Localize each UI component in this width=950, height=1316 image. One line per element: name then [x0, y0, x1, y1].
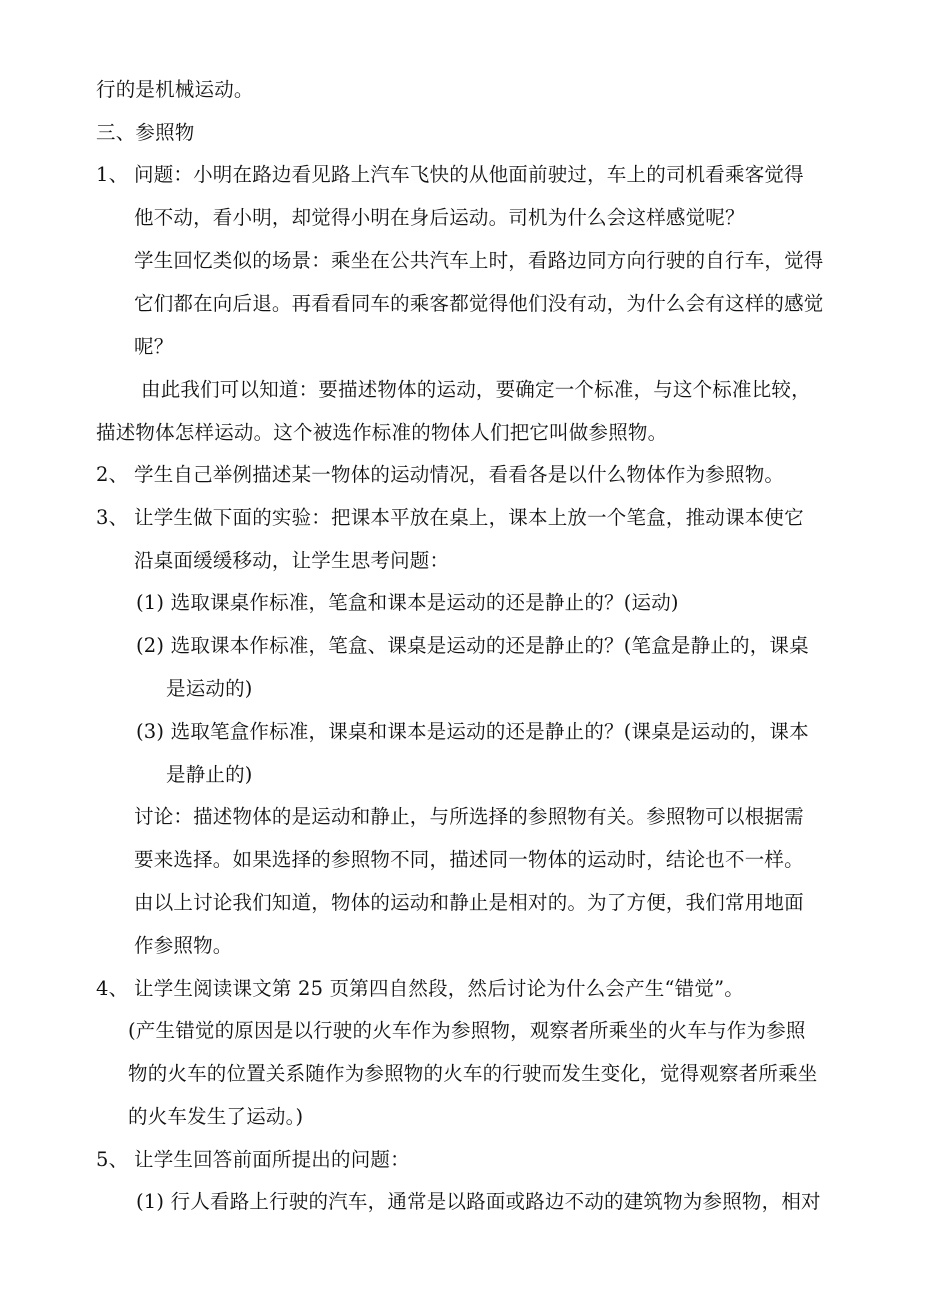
text-line: 他不动，看小明，却觉得小明在身后运动。司机为什么会这样感觉呢？ [134, 206, 745, 229]
item-number: 5、 [96, 1148, 129, 1171]
list-item-1: 1、 问题：小明在路边看见路上汽车飞快的从他面前驶过，车上的司机看乘客觉得 [96, 163, 804, 186]
text-line: 由此我们可以知道：要描述物体的运动，要确定一个标准，与这个标准比较， [141, 378, 811, 401]
sub-item: (2) 选取课本作标准，笔盒、课桌是运动的还是静止的？(笔盒是静止的，课桌 [136, 634, 809, 657]
item-number: 1、 [96, 163, 129, 186]
list-item-4: 4、 让学生阅读课文第 25 页第四自然段，然后讨论为什么会产生“错觉”。 [96, 977, 744, 1000]
text-line: 的火车发生了运动。) [128, 1105, 304, 1128]
text-line: 呢？ [134, 335, 174, 358]
list-item-5: 5、 让学生回答前面所提出的问题： [96, 1148, 410, 1171]
text-line: 学生回忆类似的场景：乘坐在公共汽车上时，看路边同方向行驶的自行车，觉得 [134, 249, 824, 272]
list-item-3: 3、 让学生做下面的实验：把课本平放在桌上，课本上放一个笔盒，推动课本使它 [96, 506, 804, 529]
text-line: 物的火车的位置关系随作为参照物的火车的行驶而发生变化，觉得观察者所乘坐 [128, 1062, 818, 1085]
item-number: 3、 [96, 506, 129, 529]
item-number: 2、 [96, 463, 129, 486]
text-line: 作参照物。 [134, 934, 233, 957]
list-item-2: 2、 学生自己举例描述某一物体的运动情况，看看各是以什么物体作为参照物。 [96, 463, 785, 486]
text-line: 它们都在向后退。再看看同车的乘客都觉得他们没有动，为什么会有这样的感觉 [134, 292, 824, 315]
text-line: 描述物体怎样运动。这个被选作标准的物体人们把它叫做参照物。 [96, 421, 668, 444]
text-line: 由以上讨论我们知道，物体的运动和静止是相对的。为了方便，我们常用地面 [134, 891, 804, 914]
text-line: 是运动的) [166, 677, 253, 700]
text-line: 讨论：描述物体的是运动和静止，与所选择的参照物有关。参照物可以根据需 [134, 805, 804, 828]
item-number: 4、 [96, 977, 129, 1000]
sub-item: (1) 行人看路上行驶的汽车，通常是以路面或路边不动的建筑物为参照物，相对 [136, 1190, 821, 1213]
sub-item: (3) 选取笔盒作标准，课桌和课本是运动的还是静止的？(课桌是运动的，课本 [136, 720, 809, 743]
text-line: 沿桌面缓缓移动，让学生思考问题： [134, 549, 450, 572]
text-line: (产生错觉的原因是以行驶的火车作为参照物，观察者所乘坐的火车与作为参照 [128, 1019, 806, 1042]
section-heading: 三、参照物 [96, 121, 195, 144]
text-line: 行的是机械运动。 [96, 78, 254, 101]
text-line: 要来选择。如果选择的参照物不同，描述同一物体的运动时，结论也不一样。 [134, 848, 804, 871]
sub-item: (1) 选取课桌作标准，笔盒和课本是运动的还是静止的？(运动) [136, 591, 679, 614]
text-line: 是静止的) [166, 763, 253, 786]
